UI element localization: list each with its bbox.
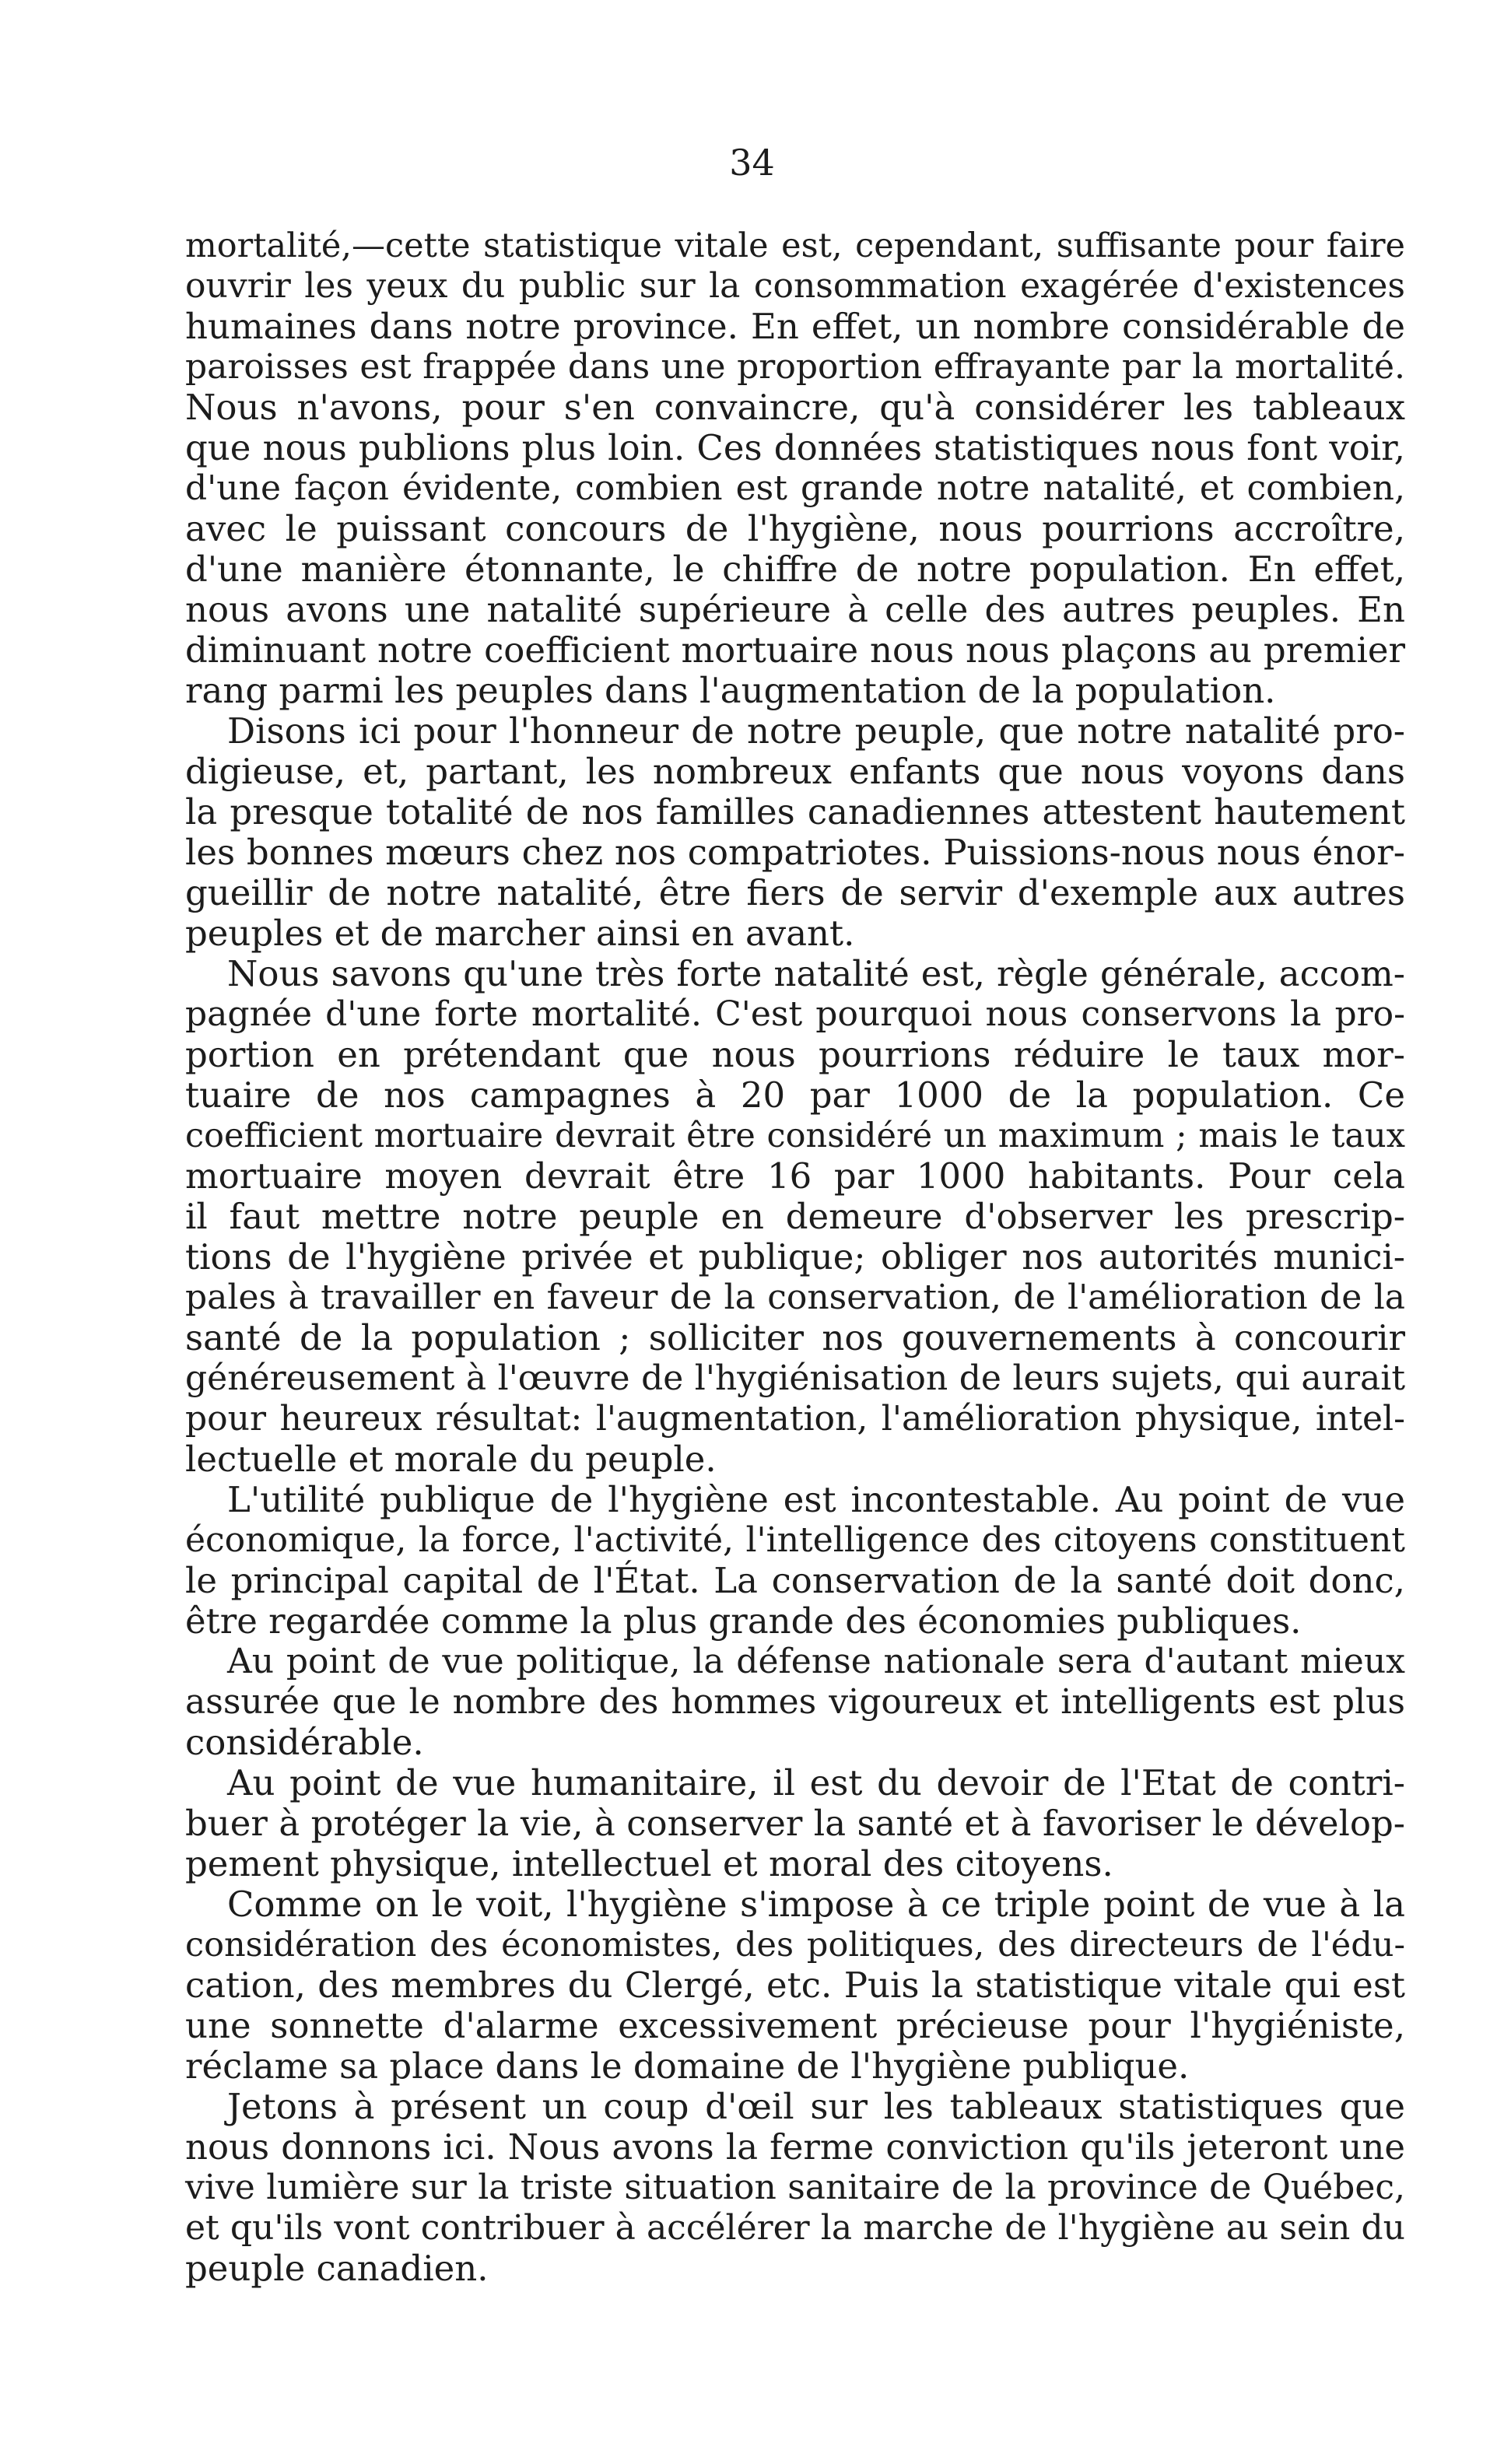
text-line: nous avons une natalité supérieure à celle des autres peuples. En bbox=[185, 589, 1405, 630]
body-text bbox=[185, 226, 1405, 2289]
page-number: 34 bbox=[729, 142, 775, 184]
text-line: assurée que le nombre des hommes vigoureux et intelligents est plus bbox=[185, 1682, 1405, 1722]
text-line: économique, la force, l'activité, l'intelligence des citoyens constituent bbox=[185, 1520, 1405, 1560]
paragraph bbox=[185, 1884, 1405, 2087]
text-line: paroisses est frappée dans une proportion effrayante par la mortalité. bbox=[185, 347, 1405, 387]
text-line: Nous n'avons, pour s'en convaincre, qu'à considérer les tableaux bbox=[185, 387, 1405, 428]
paragraph bbox=[185, 226, 1405, 711]
text-line: la presque totalité de nos familles canadiennes attestent hautement bbox=[185, 791, 1405, 832]
text-line: mortalité,—cette statistique vitale est, cependant, suffisante pour faire bbox=[185, 226, 1405, 265]
text-line: L'utilité publique de l'hygiène est incontestable. Au point de vue bbox=[227, 1479, 1405, 1520]
text-line: pagnée d'une forte mortalité. C'est pourquoi nous conservons la pro- bbox=[185, 994, 1405, 1034]
text-line: peuples et de marcher ainsi en avant. bbox=[185, 913, 855, 954]
text-line: peuple canadien. bbox=[185, 2248, 489, 2289]
text-line: rang parmi les peuples dans l'augmentation de la population. bbox=[185, 670, 1276, 711]
text-line: vive lumière sur la triste situation sanitaire de la province de Québec, bbox=[185, 2168, 1405, 2207]
text-line: ouvrir les yeux du public sur la consommation exagérée d'existences bbox=[185, 266, 1405, 306]
text-line: cation, des membres du Clergé, etc. Puis la statistique vitale qui est bbox=[185, 1965, 1405, 2006]
paragraph bbox=[185, 1480, 1405, 1642]
paragraph bbox=[185, 1642, 1405, 1763]
text-line: tions de l'hygiène privée et publique; obliger nos autorités munici- bbox=[185, 1236, 1405, 1278]
text-line: d'une manière étonnante, le chiffre de notre population. En effet, bbox=[185, 549, 1405, 590]
text-line: d'une façon évidente, combien est grande notre natalité, et combien, bbox=[185, 468, 1405, 508]
text-line: Comme on le voit, l'hygiène s'impose à ce triple point de vue à la bbox=[227, 1884, 1405, 1925]
text-line: mortuaire moyen devrait être 16 par 1000 habitants. Pour cela bbox=[185, 1155, 1405, 1197]
paragraph bbox=[185, 1763, 1405, 1884]
text-line: les bonnes mœurs chez nos compatriotes. Puissions-nous nous énor- bbox=[185, 832, 1405, 873]
text-line: Au point de vue politique, la défense nationale sera d'autant mieux bbox=[227, 1642, 1405, 1681]
text-line: avec le puissant concours de l'hygiène, nous pourrions accroître, bbox=[185, 508, 1405, 549]
paragraph bbox=[185, 2087, 1405, 2289]
text-line: pement physique, intellectuel et moral des citoyens. bbox=[185, 1843, 1113, 1884]
text-line: une sonnette d'alarme excessivement précieuse pour l'hygiéniste, bbox=[185, 2005, 1405, 2046]
text-line: pales à travailler en faveur de la conservation, de l'amélioration de la bbox=[185, 1278, 1405, 1317]
text-line: Jetons à présent un coup d'œil sur les tableaux statistiques que bbox=[227, 2086, 1405, 2127]
text-line: gueillir de notre natalité, être fiers de servir d'exemple aux autres bbox=[185, 872, 1405, 913]
text-line: il faut mettre notre peuple en demeure d'observer les prescrip- bbox=[185, 1196, 1405, 1237]
text-line: santé de la population ; solliciter nos gouvernements à concourir bbox=[185, 1317, 1405, 1358]
text-line: portion en prétendant que nous pourrions réduire le taux mor- bbox=[185, 1034, 1405, 1075]
text-line: nous donnons ici. Nous avons la ferme conviction qu'ils jeteront une bbox=[185, 2126, 1405, 2168]
text-line: que nous publions plus loin. Ces données statistiques nous font voir, bbox=[185, 427, 1405, 468]
text-line: Au point de vue humanitaire, il est du devoir de l'Etat de contri- bbox=[227, 1762, 1405, 1803]
text-line: considérable. bbox=[185, 1722, 424, 1763]
text-line: lectuelle et morale du peuple. bbox=[185, 1439, 717, 1480]
text-line: pour heureux résultat: l'augmentation, l'amélioration physique, intel- bbox=[185, 1399, 1405, 1439]
paragraph bbox=[185, 954, 1405, 1480]
text-line: buer à protéger la vie, à conserver la santé et à favoriser le dévelop- bbox=[185, 1803, 1405, 1844]
text-line: généreusement à l'œuvre de l'hygiénisation de leurs sujets, qui aurait bbox=[185, 1358, 1405, 1398]
text-line: réclame sa place dans le domaine de l'hygiène publique. bbox=[185, 2045, 1190, 2087]
text-line: digieuse, et, partant, les nombreux enfants que nous voyons dans bbox=[185, 751, 1405, 792]
text-line: Nous savons qu'une très forte natalité est, règle générale, accom- bbox=[227, 953, 1405, 994]
text-line: et qu'ils vont contribuer à accélérer la marche de l'hygiène au sein du bbox=[185, 2208, 1405, 2248]
text-line: coefficient mortuaire devrait être considéré un maximum ; mais le taux bbox=[185, 1116, 1405, 1155]
text-line: le principal capital de l'État. La conservation de la santé doit donc, bbox=[185, 1560, 1405, 1601]
text-line: humaines dans notre province. En effet, un nombre considérable de bbox=[185, 306, 1405, 347]
text-line: diminuant notre coefficient mortuaire nous nous plaçons au premier bbox=[185, 629, 1405, 671]
text-line: considération des économistes, des politiques, des directeurs de l'édu- bbox=[185, 1926, 1405, 1965]
paragraph bbox=[185, 711, 1405, 954]
text-line: Disons ici pour l'honneur de notre peuple, que notre natalité pro- bbox=[227, 710, 1405, 752]
text-line: tuaire de nos campagnes à 20 par 1000 de la population. Ce bbox=[185, 1074, 1405, 1116]
text-line: être regardée comme la plus grande des économies publiques. bbox=[185, 1600, 1302, 1642]
